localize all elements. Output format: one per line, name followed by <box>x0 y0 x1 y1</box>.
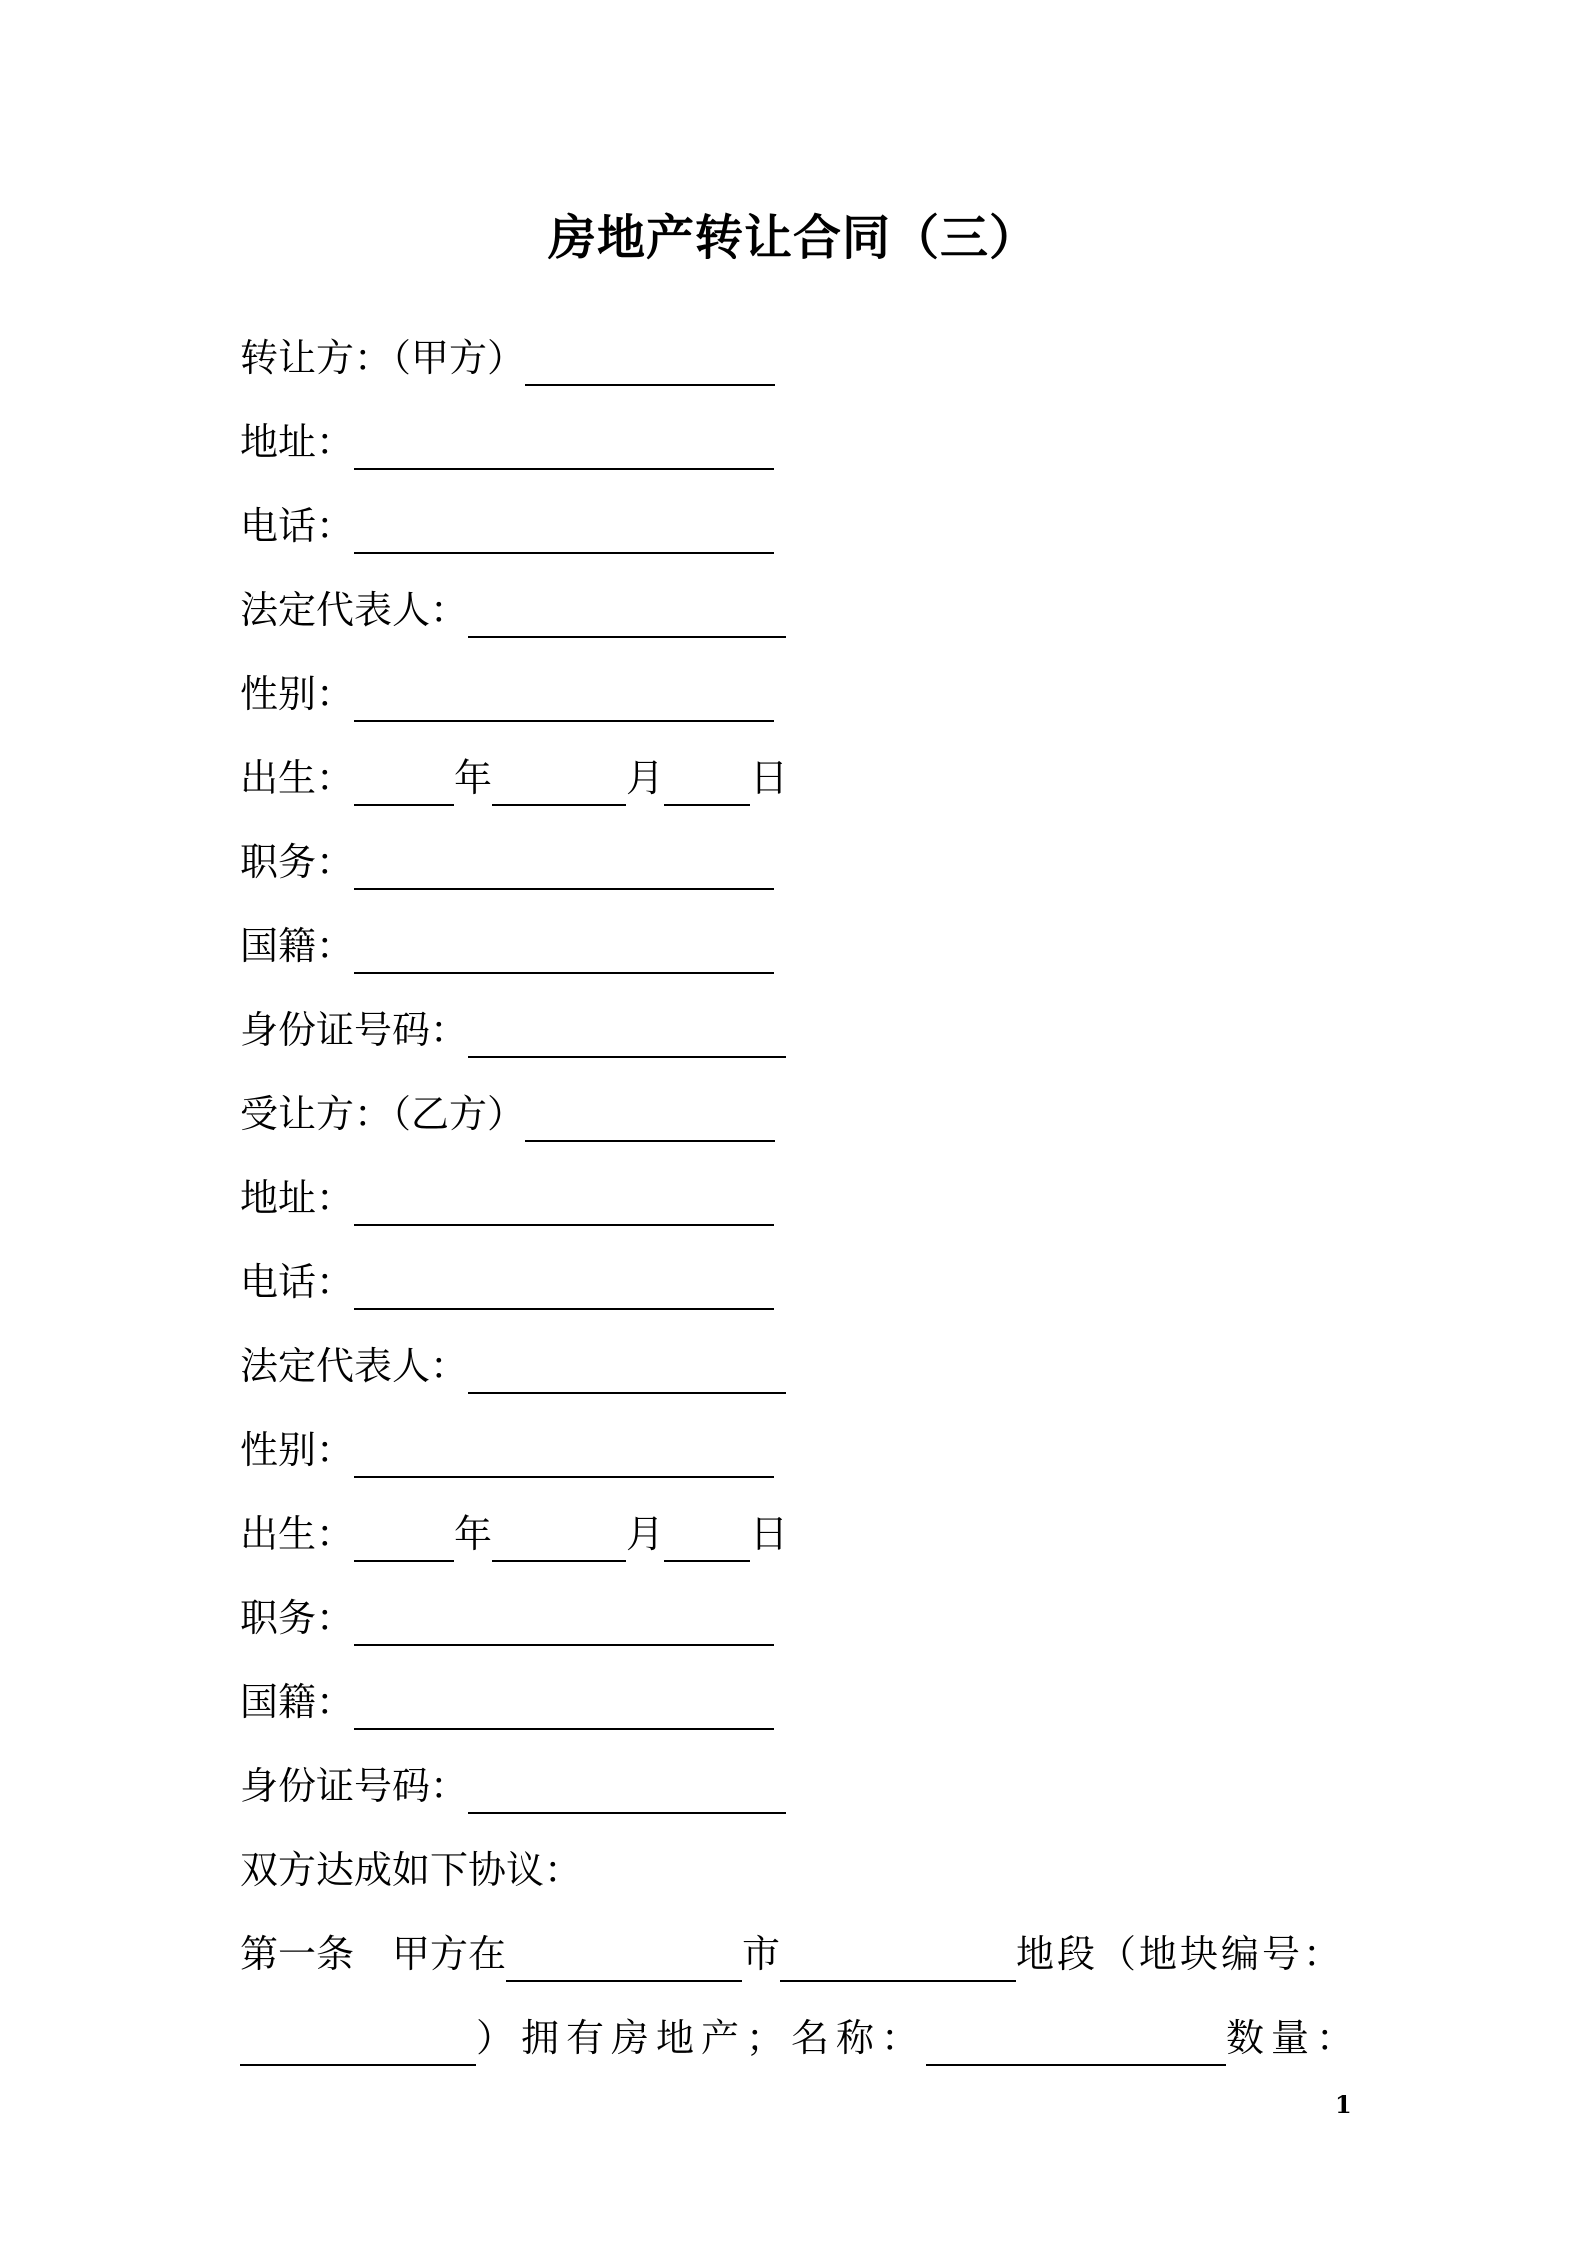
party-a-header-label: 转让方：（甲方） <box>240 336 526 380</box>
article-1-line-2 <box>240 2010 1361 2066</box>
article-1-name-field[interactable] <box>926 2016 1226 2066</box>
page-number: 1 <box>1335 2090 1352 2119</box>
party-a-phone-field[interactable] <box>354 504 774 554</box>
party-a-position-label: 职务： <box>240 840 355 884</box>
party-b-address-line <box>240 1170 774 1226</box>
agreement-intro-line <box>240 1842 582 1898</box>
party-a-nationality-line <box>240 918 774 974</box>
agreement-intro: 双方达成如下协议： <box>240 1848 583 1892</box>
party-b-birth-day-field[interactable] <box>664 1512 750 1562</box>
party-b-position-label: 职务： <box>240 1596 355 1640</box>
article-1-district-field[interactable] <box>780 1932 1016 1982</box>
party-a-gender-label: 性别： <box>240 672 355 716</box>
party-a-day-label: 日 <box>750 756 789 800</box>
party-a-gender-line <box>240 666 774 722</box>
party-b-gender-line <box>240 1422 774 1478</box>
party-a-legal-rep-line <box>240 582 786 638</box>
party-b-nationality-line <box>240 1674 774 1730</box>
party-b-nationality-label: 国籍： <box>240 1680 355 1724</box>
article-1-text-1: 甲方在 <box>392 1932 507 1976</box>
party-a-nationality-label: 国籍： <box>240 924 355 968</box>
party-a-month-label: 月 <box>626 756 665 800</box>
party-a-name-field[interactable] <box>525 336 775 386</box>
article-1-plot-number-field[interactable] <box>240 2016 476 2066</box>
article-1-label: 第一条 <box>240 1932 355 1976</box>
party-a-gender-field[interactable] <box>354 672 774 722</box>
party-a-birth-day-field[interactable] <box>664 756 750 806</box>
article-1-line-1 <box>240 1926 1344 1982</box>
party-b-gender-label: 性别： <box>240 1428 355 1472</box>
party-b-legal-rep-line <box>240 1338 786 1394</box>
party-a-phone-label: 电话： <box>240 504 355 548</box>
party-b-legal-rep-label: 法定代表人： <box>240 1344 469 1388</box>
party-a-nationality-field[interactable] <box>354 924 774 974</box>
party-a-address-line <box>240 414 774 470</box>
party-a-address-field[interactable] <box>354 420 774 470</box>
party-b-day-label: 日 <box>750 1512 789 1556</box>
party-b-position-line <box>240 1590 774 1646</box>
party-b-phone-label: 电话： <box>240 1260 355 1304</box>
party-b-header-line <box>240 1086 775 1142</box>
party-b-id-line <box>240 1758 786 1814</box>
party-b-gender-field[interactable] <box>354 1428 774 1478</box>
party-a-year-label: 年 <box>454 756 493 800</box>
party-b-year-label: 年 <box>454 1512 493 1556</box>
party-b-header-label: 受让方：（乙方） <box>240 1092 526 1136</box>
party-a-id-line <box>240 1002 786 1058</box>
party-a-position-line <box>240 834 774 890</box>
party-b-nationality-field[interactable] <box>354 1680 774 1730</box>
party-a-legal-rep-field[interactable] <box>468 588 786 638</box>
article-1-text-5: 数量： <box>1226 2016 1362 2060</box>
party-a-birth-label: 出生： <box>240 756 355 800</box>
party-b-id-label: 身份证号码： <box>240 1764 469 1808</box>
party-b-id-field[interactable] <box>468 1764 786 1814</box>
party-a-birth-year-field[interactable] <box>354 756 454 806</box>
party-b-address-label: 地址： <box>240 1176 355 1220</box>
party-a-birth-month-field[interactable] <box>492 756 626 806</box>
party-b-month-label: 月 <box>626 1512 665 1556</box>
party-b-address-field[interactable] <box>354 1176 774 1226</box>
party-b-phone-line <box>240 1254 774 1310</box>
article-1-text-3: 地段（地块编号： <box>1016 1932 1345 1976</box>
document-title: 房地产转让合同（三） <box>547 210 1038 266</box>
party-b-legal-rep-field[interactable] <box>468 1344 786 1394</box>
party-b-position-field[interactable] <box>354 1596 774 1646</box>
party-a-legal-rep-label: 法定代表人： <box>240 588 469 632</box>
party-b-name-field[interactable] <box>525 1092 775 1142</box>
party-a-id-label: 身份证号码： <box>240 1008 469 1052</box>
article-1-text-4: ）拥有房地产；名称： <box>476 2016 927 2060</box>
party-b-birth-line <box>240 1506 788 1562</box>
party-b-birth-year-field[interactable] <box>354 1512 454 1562</box>
party-a-position-field[interactable] <box>354 840 774 890</box>
party-b-birth-month-field[interactable] <box>492 1512 626 1562</box>
party-b-phone-field[interactable] <box>354 1260 774 1310</box>
party-a-address-label: 地址： <box>240 420 355 464</box>
party-a-phone-line <box>240 498 774 554</box>
article-1-city-field[interactable] <box>506 1932 742 1982</box>
party-a-birth-line <box>240 750 788 806</box>
party-a-header-line <box>240 330 775 386</box>
article-1-text-2: 市 <box>742 1932 781 1976</box>
party-b-birth-label: 出生： <box>240 1512 355 1556</box>
party-a-id-field[interactable] <box>468 1008 786 1058</box>
